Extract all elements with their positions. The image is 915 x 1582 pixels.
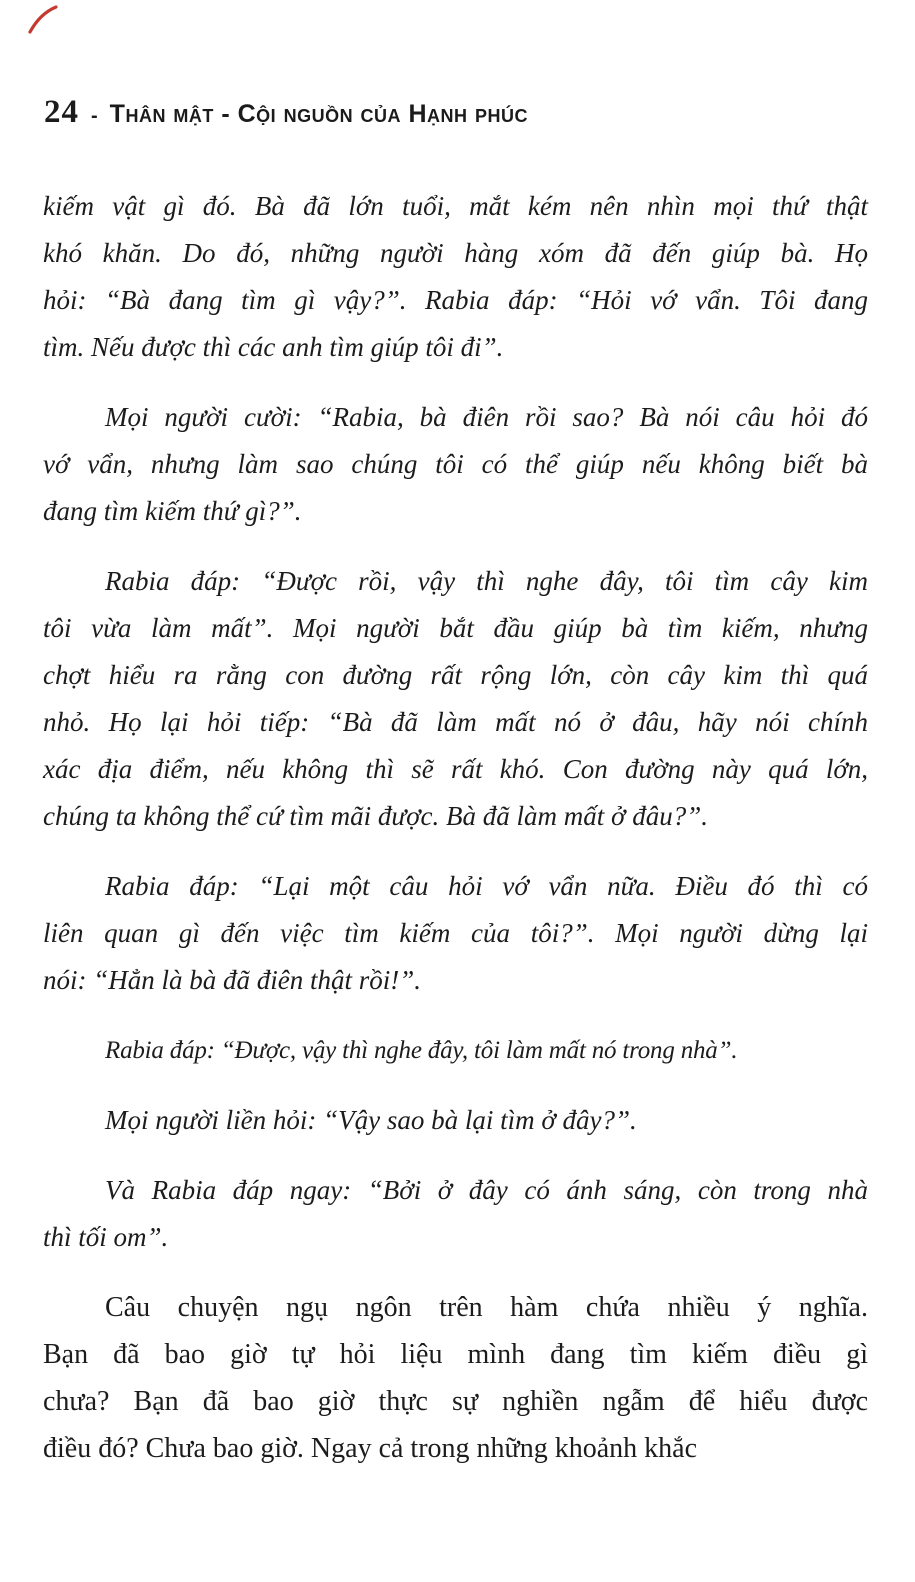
text-line: chúng ta không thể cứ tìm mãi được. Bà đã làm mất ở đâu?”. xyxy=(43,801,708,831)
text-line: liên quan gì đến việc tìm kiếm của tôi?”. Mọi người dừng lại xyxy=(43,918,868,948)
body-text xyxy=(43,183,868,1495)
text-line: Và Rabia đáp ngay: “Bởi ở đây có ánh sáng, còn trong nhà xyxy=(105,1175,868,1205)
header-title: Thân mật - Cội nguồn của Hạnh phúc xyxy=(109,100,528,128)
page-header xyxy=(44,96,867,129)
text-line: nhỏ. Họ lại hỏi tiếp: “Bà đã làm mất nó ở đâu, hãy nói chính xyxy=(43,707,868,737)
text-line: Rabia đáp: “Được, vậy thì nghe đây, tôi làm mất nó trong nhà”. xyxy=(105,1037,738,1064)
paragraph xyxy=(43,183,868,371)
text-line: xác địa điểm, nếu không thì sẽ rất khó. Con đường này quá lớn, xyxy=(43,754,868,784)
paragraph xyxy=(43,863,868,1004)
paragraph xyxy=(43,1167,868,1261)
paragraph xyxy=(43,1097,868,1144)
text-line: kiếm vật gì đó. Bà đã lớn tuổi, mắt kém nên nhìn mọi thứ thật xyxy=(43,191,868,221)
header-separator: - xyxy=(91,105,98,127)
text-line: điều đó? Chưa bao giờ. Ngay cả trong những khoảnh khắc xyxy=(43,1433,697,1464)
red-pen-mark-icon xyxy=(22,2,66,40)
text-line: Bạn đã bao giờ tự hỏi liệu mình đang tìm kiếm điều gì xyxy=(43,1339,868,1370)
text-line: thì tối om”. xyxy=(43,1222,169,1252)
text-line: khó khăn. Do đó, những người hàng xóm đã đến giúp bà. Họ xyxy=(43,238,868,268)
text-line: Rabia đáp: “Được rồi, vậy thì nghe đây, tôi tìm cây kim xyxy=(105,566,868,596)
text-line: chưa? Bạn đã bao giờ thực sự nghiền ngẫm để hiểu được xyxy=(43,1386,868,1417)
paragraph xyxy=(43,558,868,840)
text-line: Câu chuyện ngụ ngôn trên hàm chứa nhiều ý nghĩa. xyxy=(105,1292,868,1323)
text-line: Mọi người liền hỏi: “Vậy sao bà lại tìm ở đây?”. xyxy=(105,1105,637,1135)
paragraph xyxy=(43,1284,868,1472)
paragraph xyxy=(43,394,868,535)
page-number: 24 xyxy=(44,94,79,130)
text-line: hỏi: “Bà đang tìm gì vậy?”. Rabia đáp: “Hỏi vớ vẩn. Tôi đang xyxy=(43,285,868,315)
text-line: Rabia đáp: “Lại một câu hỏi vớ vẩn nữa. Điều đó thì có xyxy=(105,871,868,901)
text-line: vớ vẩn, nhưng làm sao chúng tôi có thể giúp nếu không biết bà xyxy=(43,449,868,479)
text-line: tôi vừa làm mất”. Mọi người bắt đầu giúp bà tìm kiếm, nhưng xyxy=(43,613,868,643)
text-line: đang tìm kiếm thứ gì?”. xyxy=(43,496,302,526)
text-line: nói: “Hẳn là bà đã điên thật rồi!”. xyxy=(43,965,422,995)
text-line: tìm. Nếu được thì các anh tìm giúp tôi đi”. xyxy=(43,332,504,362)
paragraph xyxy=(43,1027,868,1074)
text-line: Mọi người cười: “Rabia, bà điên rồi sao? Bà nói câu hỏi đó xyxy=(105,402,868,432)
text-line: chợt hiểu ra rằng con đường rất rộng lớn, còn cây kim thì quá xyxy=(43,660,868,690)
